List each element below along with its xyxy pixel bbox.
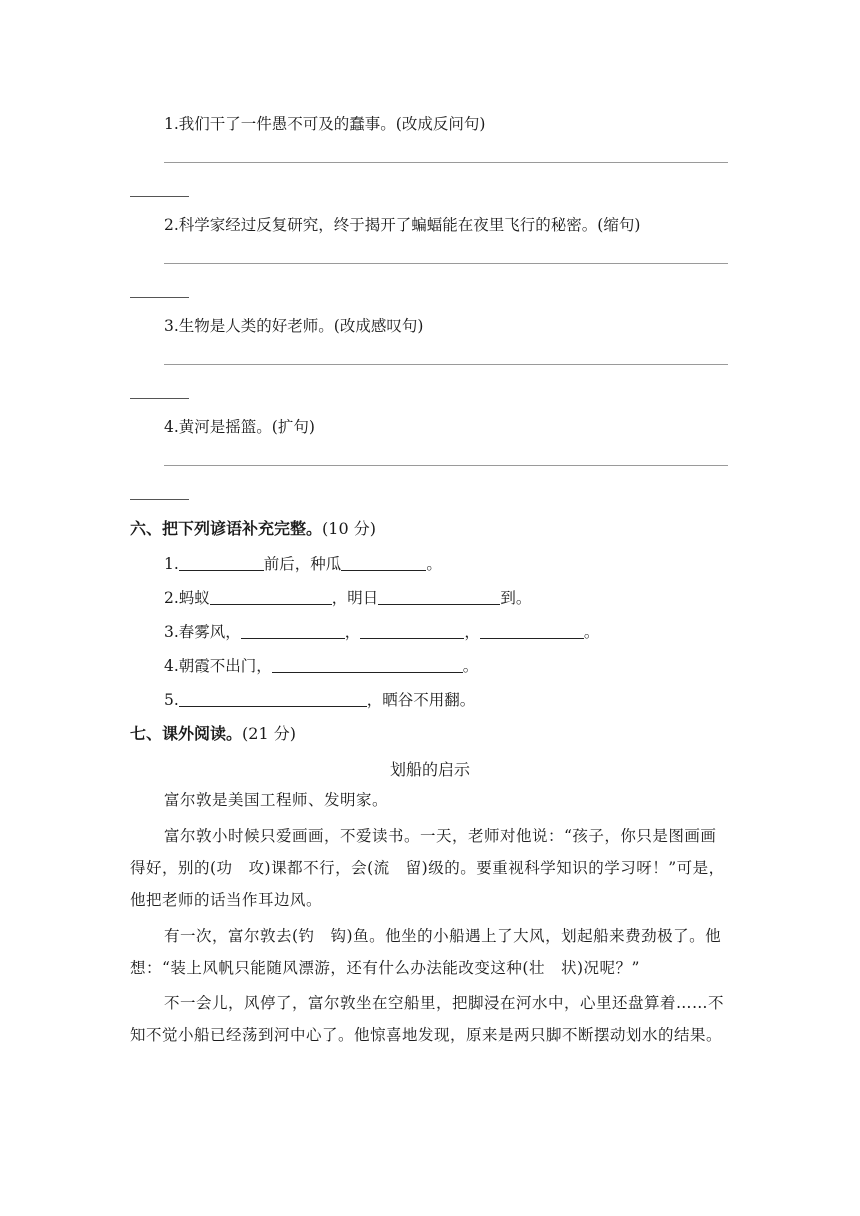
answer-line-4-end[interactable] — [130, 499, 189, 500]
section-7-title: 七、课外阅读。 — [130, 724, 243, 743]
proverb-4-period: 。 — [462, 657, 479, 675]
proverb-5 — [164, 688, 475, 710]
answer-line-1[interactable] — [164, 162, 728, 163]
proverb-3-comma-b: ， — [464, 623, 480, 641]
proverb-2-blank-b[interactable] — [378, 588, 500, 605]
proverb-4-blank-a[interactable] — [272, 656, 463, 673]
answer-line-2[interactable] — [164, 263, 728, 264]
question-4: 4.黄河是摇篮。(扩句) — [164, 418, 315, 436]
question-2: 2.科学家经过反复研究，终于揭开了蝙蝠能在夜里飞行的秘密。(缩句) — [164, 216, 641, 234]
proverb-3-blank-b[interactable] — [360, 622, 464, 639]
reading-paragraph-1: 富尔敦是美国工程师、发明家。 — [164, 791, 389, 809]
section-7-heading — [130, 721, 296, 744]
section-7-points: (21 分) — [242, 724, 296, 743]
proverb-3-blank-a[interactable] — [241, 622, 345, 639]
proverb-2-text-a: ，明日 — [331, 589, 379, 607]
section-6-title: 六、把下列谚语补充完整。 — [130, 519, 323, 538]
proverb-1-blank-b[interactable] — [341, 554, 426, 571]
section-6-heading — [130, 516, 376, 539]
proverb-2-text-start: 2.蚂蚁 — [164, 589, 210, 607]
proverb-3 — [164, 620, 599, 642]
proverb-1-text-a: 前后，种瓜 — [263, 555, 342, 573]
proverb-3-text-start: 3.春雾风， — [164, 623, 241, 641]
proverb-3-period: 。 — [583, 623, 600, 641]
proverb-4 — [164, 654, 478, 676]
proverb-1-number: 1. — [164, 555, 179, 573]
proverb-5-text-a: ，晒谷不用翻。 — [366, 691, 476, 709]
reading-paragraph-4: 不一会儿，风停了，富尔敦坐在空船里，把脚浸在河水中，心里还盘算着……不知不觉小船已经荡到河中心了。他惊喜地发现，原来是两只脚不断摆动划水的结果。 — [130, 994, 725, 1044]
proverb-1-blank-a[interactable] — [179, 554, 264, 571]
proverb-1-text-b: 。 — [426, 555, 442, 573]
proverb-3-blank-c[interactable] — [480, 622, 584, 639]
answer-line-3-end[interactable] — [130, 398, 189, 399]
answer-line-3[interactable] — [164, 364, 728, 365]
answer-line-2-end[interactable] — [130, 297, 189, 298]
question-1: 1.我们干了一件愚不可及的蠢事。(改成反问句) — [164, 115, 486, 133]
proverb-2-blank-a[interactable] — [210, 588, 332, 605]
proverb-2-text-b: 到。 — [500, 589, 532, 607]
section-6-points: (10 分) — [322, 519, 376, 538]
proverb-2 — [164, 586, 531, 608]
proverb-1 — [164, 552, 442, 574]
question-3: 3.生物是人类的好老师。(改成感叹句) — [164, 317, 424, 335]
reading-paragraph-3: 有一次，富尔敦去(钓 钩)鱼。他坐的小船遇上了大风，划起船来费劲极了。他想：“装上风帆只能随风漂游，还有什么办法能改变这种(壮 状)况呢？” — [130, 927, 722, 977]
answer-line-4[interactable] — [164, 465, 728, 466]
proverb-3-comma-a: ， — [344, 623, 361, 641]
proverb-5-blank-a[interactable] — [179, 690, 367, 707]
proverb-5-number: 5. — [164, 691, 179, 709]
answer-line-1-end[interactable] — [130, 196, 189, 197]
proverb-4-text-start: 4.朝霞不出门， — [164, 657, 272, 675]
reading-title: 划船的启示 — [389, 760, 470, 779]
reading-paragraph-2: 富尔敦小时候只爱画画，不爱读书。一天，老师对他说：“孩子，你只是图画画得好，别的(功 攻)课都不行，会(流 留)级的。要重视科学知识的学习呀！”可是，他把老师的话当作耳边风。 — [130, 827, 725, 909]
